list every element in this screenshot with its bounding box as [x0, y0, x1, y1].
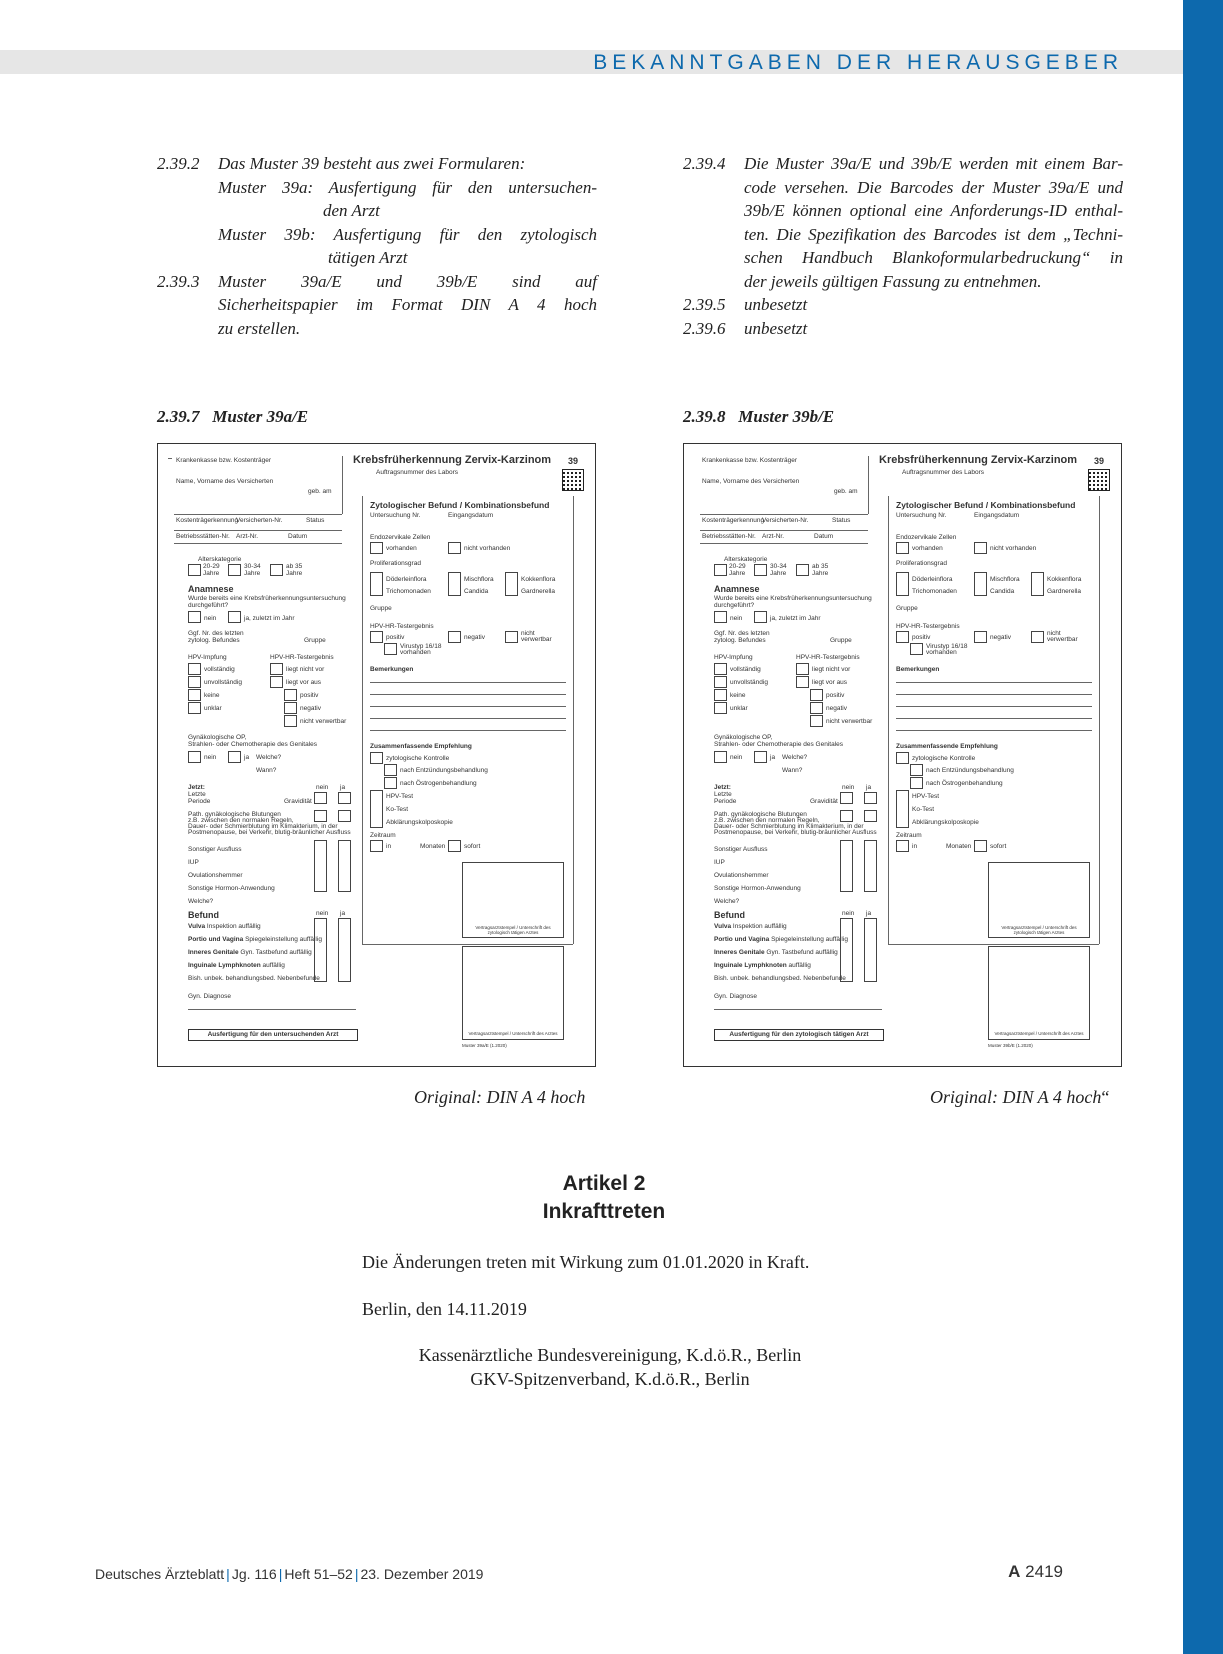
form-label: Ko-Test	[386, 806, 409, 813]
form-muster-39b	[683, 443, 1122, 1067]
form-label: negativ	[300, 705, 321, 712]
form-label: Eingangsdatum	[974, 512, 1020, 519]
form-label: Welche?	[188, 898, 214, 905]
form-label: nein	[316, 910, 329, 917]
form-label: nein	[204, 615, 217, 622]
form-label: sofort	[464, 843, 481, 850]
form-label: Spiegeleinstellung auffällig	[245, 936, 322, 943]
form-label: nein	[730, 754, 743, 761]
para-text: der jeweils gültigen Fassung zu entnehmen.	[744, 271, 1042, 291]
form-label: nein	[730, 615, 743, 622]
muster-b-number: 2.39.8	[683, 407, 726, 426]
form-label: Wann?	[782, 767, 803, 774]
form-label: nein	[842, 784, 855, 791]
form-label: Jetzt:	[188, 784, 205, 791]
form-label: Ovulationshemmer	[188, 872, 243, 879]
form-label: Inguinale Lymphknoten	[714, 962, 787, 969]
form-label: positiv	[300, 692, 319, 699]
form-label: Inspektion auffällig	[732, 923, 787, 930]
form-label: ja	[244, 754, 250, 761]
right-column	[683, 152, 1123, 340]
form-label: unvollständig	[204, 679, 242, 686]
form-label: Vertragsarztstempel / Unterschrift des Arztes	[468, 1030, 558, 1036]
form-label: ja	[866, 910, 872, 917]
form-label: Ovulationshemmer	[714, 872, 769, 879]
para-text: Die Muster 39a/E und 39b/E werden mit einem Bar-	[744, 154, 1123, 173]
footer-volume: Jg. 116	[231, 1566, 277, 1582]
form-section: Anamnese	[714, 584, 760, 594]
form-label: Gruppe	[304, 637, 326, 644]
form-label: Portio und Vagina	[188, 936, 244, 943]
form-label: Muster 39b/E (1.2020)	[988, 1043, 1033, 1048]
section-title: BEKANNTGABEN DER HERAUSGEBER	[593, 51, 1123, 74]
form-label: Name, Vorname des Versicherten	[176, 478, 274, 485]
form-label: Jahre	[203, 570, 220, 577]
form-label: Ko-Test	[912, 806, 935, 813]
muster-b-heading	[683, 407, 834, 427]
form-label: Ggf. Nr. des letzten	[714, 630, 770, 637]
form-label: auffällig	[788, 962, 811, 969]
form-label: Gruppe	[370, 605, 392, 612]
form-label: Status	[832, 517, 851, 524]
caption-b-quote: “	[1101, 1087, 1110, 1107]
form-label: Virustyp 16/18	[400, 643, 442, 650]
form-label: Wurde bereits eine Krebsfrüherkennungsuntersuchung	[188, 595, 346, 602]
form-label: positiv	[386, 634, 405, 641]
form-label: 30-34	[770, 563, 787, 570]
form-label: Vertragsarztstempel / Unterschrift des zytologisch tätigen Arztes	[1001, 925, 1077, 935]
form-label: nicht vorhanden	[464, 545, 511, 552]
form-label: Strahlen- oder Chemotherapie des Genitales	[714, 741, 843, 748]
para-text: schen Handbuch Blankoformularbedruckung“ in	[744, 248, 1123, 267]
form-label: Periode	[188, 798, 211, 805]
form-label: positiv	[826, 692, 845, 699]
para-text: ten. Die Spezifikation des Barcodes ist dem „Techni-	[744, 224, 1123, 244]
form-label: Periode	[714, 798, 737, 805]
form-label: ja, zuletzt im Jahr	[244, 615, 295, 622]
form-label: zytologische Kontrolle	[912, 755, 976, 762]
form-label: Bemerkungen	[896, 666, 940, 673]
muster-a-title: Muster 39a/E	[212, 407, 309, 426]
para-text: Muster 39b: Ausfertigung für den zytologisch	[218, 224, 597, 244]
form-label: Gravidität	[810, 798, 838, 805]
form-label: Kokkenflora	[1047, 576, 1082, 583]
form-label: Sonstige Hormon-Anwendung	[714, 885, 801, 892]
form-label: ab 35	[286, 563, 303, 570]
para-text: Muster 39a/E und 39b/E sind auf	[218, 271, 597, 291]
form-label: negativ	[990, 634, 1011, 641]
form-label: negativ	[464, 634, 485, 641]
form-label: positiv	[912, 634, 931, 641]
form-label: zytologische Kontrolle	[386, 755, 450, 762]
muster-a-heading	[157, 407, 308, 427]
form-label: Vulva	[188, 923, 206, 930]
form-label: Betriebsstätten-Nr.	[702, 533, 756, 540]
barcode-icon	[1088, 469, 1110, 491]
form-label: Döderleinflora	[912, 576, 953, 583]
muster-a-number: 2.39.7	[157, 407, 200, 426]
form-label: Vertragsarztstempel / Unterschrift des Arztes	[994, 1030, 1084, 1036]
form-label: HPV-Impfung	[714, 654, 753, 661]
form-label: Bemerkungen	[370, 666, 414, 673]
form-label: Sonstiger Ausfluss	[714, 846, 768, 853]
form-label: Gynäkologische OP,	[714, 734, 773, 741]
form-label: ja	[770, 754, 776, 761]
para-text: Muster 39a: Ausfertigung für den untersuchen-	[218, 177, 597, 197]
page-prefix: A	[1008, 1562, 1021, 1581]
form-section: Befund	[188, 910, 219, 920]
form-label: IUP	[188, 859, 199, 866]
form-label: Abklärungskolposkopie	[386, 819, 453, 826]
form-label: nein	[316, 784, 329, 791]
form-label: Status	[306, 517, 325, 524]
form-label: nicht	[521, 630, 535, 637]
form-label: durchgeführt?	[188, 602, 229, 609]
form-label: Muster 39a/E (1.2020)	[462, 1043, 507, 1048]
form-section: Zytologischer Befund / Kombinationsbefund	[896, 500, 1076, 510]
form-label: vollständig	[204, 666, 235, 673]
form-label: Gravidität	[284, 798, 312, 805]
form-label: Betriebsstätten-Nr.	[176, 533, 230, 540]
form-label: Datum	[288, 533, 308, 540]
body-paragraph: Die Änderungen treten mit Wirkung zum 01.01.2020 in Kraft.	[362, 1252, 810, 1272]
para-text: code versehen. Die Barcodes der Muster 39a/E und	[744, 177, 1123, 197]
form-label: liegt vor aus	[286, 679, 322, 686]
form-label: Virustyp 16/18	[926, 643, 968, 650]
para-number: 2.39.2	[157, 154, 200, 173]
form-label: Inneres Genitale	[188, 949, 239, 956]
form-label: Alterskategorie	[724, 556, 768, 563]
form-label: Untersuchung Nr.	[370, 512, 421, 519]
form-label: vorhanden	[400, 649, 431, 656]
form-label: Proliferationsgrad	[370, 560, 421, 567]
form-label: Ggf. Nr. des letzten	[188, 630, 244, 637]
signatory-gkv: GKV-Spitzenverband, K.d.ö.R., Berlin	[470, 1369, 750, 1389]
form-label: in	[912, 843, 918, 850]
form-label: z.B. zwischen den normalen Regeln,	[714, 817, 820, 824]
form-number: 39	[568, 456, 579, 466]
form-label: Gyn. Diagnose	[188, 993, 231, 1000]
form-label: ja, zuletzt im Jahr	[770, 615, 821, 622]
form-label: Jahre	[286, 570, 303, 577]
left-column	[157, 152, 597, 340]
body-date: Berlin, den 14.11.2019	[362, 1299, 527, 1319]
form-label: Kostenträgerkennung	[176, 517, 239, 524]
form-label: Dauer- oder Schmierblutung im Klimakterium, in der	[188, 823, 338, 830]
para-number: 2.39.3	[157, 271, 200, 291]
form-label: Döderleinflora	[386, 576, 427, 583]
form-label: Sonstige Hormon-Anwendung	[188, 885, 275, 892]
para-text: den Arzt	[323, 201, 380, 220]
form-label: Krankenkasse bzw. Kostenträger	[702, 457, 798, 464]
form-label: nach Entzündungsbehandlung	[400, 767, 488, 774]
form-label: vollständig	[730, 666, 761, 673]
form-label: liegt nicht vor	[812, 666, 851, 673]
form-label: ja	[340, 910, 346, 917]
form-label: Zeitraum	[896, 832, 922, 839]
form-label: sofort	[990, 843, 1007, 850]
form-label: Mischflora	[990, 576, 1020, 583]
form-label: Wurde bereits eine Krebsfrüherkennungsuntersuchung	[714, 595, 872, 602]
form-label: Name, Vorname des Versicherten	[702, 478, 800, 485]
para-text: Das Muster 39 besteht aus zwei Formularen:	[218, 154, 526, 173]
side-color-bar	[1183, 0, 1223, 1654]
form-label: unvollständig	[730, 679, 768, 686]
form-label: nein	[204, 754, 217, 761]
form-label: nach Östrogenbehandlung	[400, 780, 477, 787]
form-label: Arzt-Nr.	[762, 533, 785, 540]
form-label: Jahre	[770, 570, 787, 577]
footer-journal: Deutsches Ärzteblatt	[95, 1566, 225, 1582]
form-label: nicht	[1047, 630, 1061, 637]
form-label: nicht vorhanden	[990, 545, 1037, 552]
artikel-title: Artikel 2	[562, 1172, 646, 1195]
form-section: Anamnese	[188, 584, 234, 594]
form-label: Jahre	[812, 570, 829, 577]
form-label: Wann?	[256, 767, 277, 774]
form-label: Auftragsnummer des Labors	[376, 469, 459, 476]
form-label: Bish. unbek. behandlungsbed. Nebenbefunde	[714, 975, 846, 982]
form-label: Welche?	[782, 754, 808, 761]
page-number	[1008, 1562, 1063, 1582]
barcode-icon	[562, 469, 584, 491]
form-label: auffällig	[262, 962, 285, 969]
form-label: 20-29	[203, 563, 220, 570]
para-number: 2.39.5	[683, 295, 726, 314]
form-label: Letzte	[188, 791, 206, 798]
form-label: 30-34	[244, 563, 261, 570]
form-label: zytolog. Befundes	[188, 637, 240, 644]
form-label: keine	[204, 692, 220, 699]
form-label: Monaten	[946, 843, 972, 850]
stamp-box	[988, 862, 1090, 938]
form-label: Vulva	[714, 923, 732, 930]
form-label: ja	[340, 784, 346, 791]
form-label: Zeitraum	[370, 832, 396, 839]
form-label: Zusammenfassende Empfehlung	[370, 743, 472, 750]
form-label: geb. am	[308, 488, 332, 495]
form-label: keine	[730, 692, 746, 699]
form-label: ab 35	[812, 563, 829, 570]
form-label: Postmenopause, bei Verkehr, blutig-bräunlicher Ausfluss	[714, 829, 877, 836]
form-label: Spiegeleinstellung auffällig	[771, 936, 848, 943]
form-label: Endozervikale Zellen	[370, 534, 431, 541]
form-label: HPV-HR-Testergebnis	[370, 623, 434, 630]
form-label: HPV-HR-Testergebnis	[896, 623, 960, 630]
form-label: nein	[842, 910, 855, 917]
form-label: Gyn. Diagnose	[714, 993, 757, 1000]
footer-date: 23. Dezember 2019	[360, 1566, 484, 1582]
form-label: Versicherten-Nr.	[236, 517, 283, 524]
form-label: ja	[866, 784, 872, 791]
form-label: Gardnerella	[521, 588, 555, 595]
form-label: vorhanden	[912, 545, 943, 552]
form-label: Vertragsarztstempel / Unterschrift des zytologisch tätigen Arztes	[475, 925, 551, 935]
form-label: Untersuchung Nr.	[896, 512, 947, 519]
form-label: vorhanden	[386, 545, 417, 552]
form-label: Gyn. Tastbefund auffällig	[766, 949, 838, 956]
para-text: zu erstellen.	[218, 318, 301, 338]
form-footer-label: Ausfertigung für den zytologisch tätigen Arzt	[714, 1029, 884, 1041]
form-label: verwertbar	[521, 636, 552, 643]
form-label: Alterskategorie	[198, 556, 242, 563]
form-section: Befund	[714, 910, 745, 920]
form-number: 39	[1094, 456, 1105, 466]
form-title: Krebsfrüherkennung Zervix-Karzinom	[879, 454, 1078, 466]
form-label: Candida	[990, 588, 1015, 595]
form-label: IUP	[714, 859, 725, 866]
form-label: verwertbar	[1047, 636, 1078, 643]
para-number: 2.39.6	[683, 318, 726, 338]
form-label: Auftragsnummer des Labors	[902, 469, 985, 476]
form-label: Eingangsdatum	[448, 512, 494, 519]
form-label: Versicherten-Nr.	[762, 517, 809, 524]
para-text: unbesetzt	[744, 295, 808, 314]
para-number: 2.39.4	[683, 154, 726, 173]
form-label: 20-29	[729, 563, 746, 570]
form-label: Gardnerella	[1047, 588, 1081, 595]
form-label: Kostenträgerkennung	[702, 517, 765, 524]
form-label: Mischflora	[464, 576, 494, 583]
form-label: z.B. zwischen den normalen Regeln,	[188, 817, 294, 824]
page-footer: Deutsches Ärzteblatt | Jg. 116 | Heft 51–52 | 23. Dezember 2019	[95, 1566, 484, 1582]
form-label: nicht verwertbar	[826, 718, 873, 725]
form-label: Bish. unbek. behandlungsbed. Nebenbefunde	[188, 975, 320, 982]
form-title: Krebsfrüherkennung Zervix-Karzinom	[353, 454, 552, 466]
form-label: HPV-Test	[386, 793, 414, 800]
form-label: vorhanden	[926, 649, 957, 656]
caption-b	[930, 1087, 1109, 1108]
form-label: in	[386, 843, 392, 850]
form-label: HPV-HR-Testergebnis	[270, 654, 334, 661]
form-label: Monaten	[420, 843, 446, 850]
form-label: Inspektion auffällig	[206, 923, 261, 930]
form-label: Jetzt:	[714, 784, 731, 791]
form-label: Krankenkasse bzw. Kostenträger	[176, 457, 272, 464]
form-label: Proliferationsgrad	[896, 560, 947, 567]
form-label: Inneres Genitale	[714, 949, 765, 956]
form-label: Trichomonaden	[386, 588, 431, 595]
form-muster-39a	[157, 443, 596, 1067]
form-label: nicht verwertbar	[300, 718, 347, 725]
form-label: Dauer- oder Schmierblutung im Klimakterium, in der	[714, 823, 864, 830]
stamp-box	[462, 946, 564, 1040]
form-label: HPV-Impfung	[188, 654, 227, 661]
para-text: 39b/E können optional eine Anforderungs-ID enthal-	[744, 201, 1123, 220]
form-label: unklar	[730, 705, 748, 712]
artikel-subtitle: Inkrafttreten	[542, 1200, 666, 1223]
form-label: Gruppe	[830, 637, 852, 644]
form-label: Inguinale Lymphknoten	[188, 962, 261, 969]
form-label: Gyn. Tastbefund auffällig	[240, 949, 312, 956]
form-label: Zusammenfassende Empfehlung	[896, 743, 998, 750]
form-label: Welche?	[714, 898, 740, 905]
form-label: Postmenopause, bei Verkehr, blutig-bräunlicher Ausfluss	[188, 829, 351, 836]
form-label: Gruppe	[896, 605, 918, 612]
footer-issue: Heft 51–52	[284, 1566, 353, 1582]
form-footer-label: Ausfertigung für den untersuchenden Arzt	[188, 1029, 358, 1041]
form-label: liegt nicht vor	[286, 666, 325, 673]
muster-b-title: Muster 39b/E	[738, 407, 835, 426]
form-label: Candida	[464, 588, 489, 595]
form-label: Letzte	[714, 791, 732, 798]
stamp-box	[462, 862, 564, 938]
form-label: unklar	[204, 705, 222, 712]
form-label: Portio und Vagina	[714, 936, 770, 943]
page-number-value: 2419	[1025, 1562, 1063, 1581]
form-label: Strahlen- oder Chemotherapie des Genitales	[188, 741, 317, 748]
form-label: Gynäkologische OP,	[188, 734, 247, 741]
form-label: nach Östrogenbehandlung	[926, 780, 1003, 787]
form-label: nach Entzündungsbehandlung	[926, 767, 1014, 774]
form-label: negativ	[826, 705, 847, 712]
caption-a: Original: DIN A 4 hoch	[414, 1087, 586, 1107]
para-text: tätigen Arzt	[328, 248, 408, 267]
form-label: Trichomonaden	[912, 588, 957, 595]
form-label: Jahre	[729, 570, 746, 577]
form-label: Arzt-Nr.	[236, 533, 259, 540]
stamp-box	[988, 946, 1090, 1040]
caption-b-text: Original: DIN A 4 hoch	[930, 1087, 1102, 1107]
form-label: zytolog. Befundes	[714, 637, 766, 644]
form-label: HPV-HR-Testergebnis	[796, 654, 860, 661]
form-label: Path. gynäkologische Blutungen	[188, 811, 281, 818]
para-text: unbesetzt	[744, 318, 808, 338]
para-text: Sicherheitspapier im Format DIN A 4 hoch	[218, 295, 597, 314]
form-label: geb. am	[834, 488, 858, 495]
signatory-kbv: Kassenärztliche Bundesvereinigung, K.d.ö.R., Berlin	[418, 1345, 802, 1365]
form-label: Sonstiger Ausfluss	[188, 846, 242, 853]
form-label: Endozervikale Zellen	[896, 534, 957, 541]
form-label: Kokkenflora	[521, 576, 556, 583]
form-label: Path. gynäkologische Blutungen	[714, 811, 807, 818]
form-label: liegt vor aus	[812, 679, 848, 686]
form-label: HPV-Test	[912, 793, 940, 800]
form-label: Welche?	[256, 754, 282, 761]
form-label: Abklärungskolposkopie	[912, 819, 979, 826]
form-label: Datum	[814, 533, 834, 540]
form-section: Zytologischer Befund / Kombinationsbefund	[370, 500, 550, 510]
form-label: durchgeführt?	[714, 602, 755, 609]
form-label: Jahre	[244, 570, 261, 577]
